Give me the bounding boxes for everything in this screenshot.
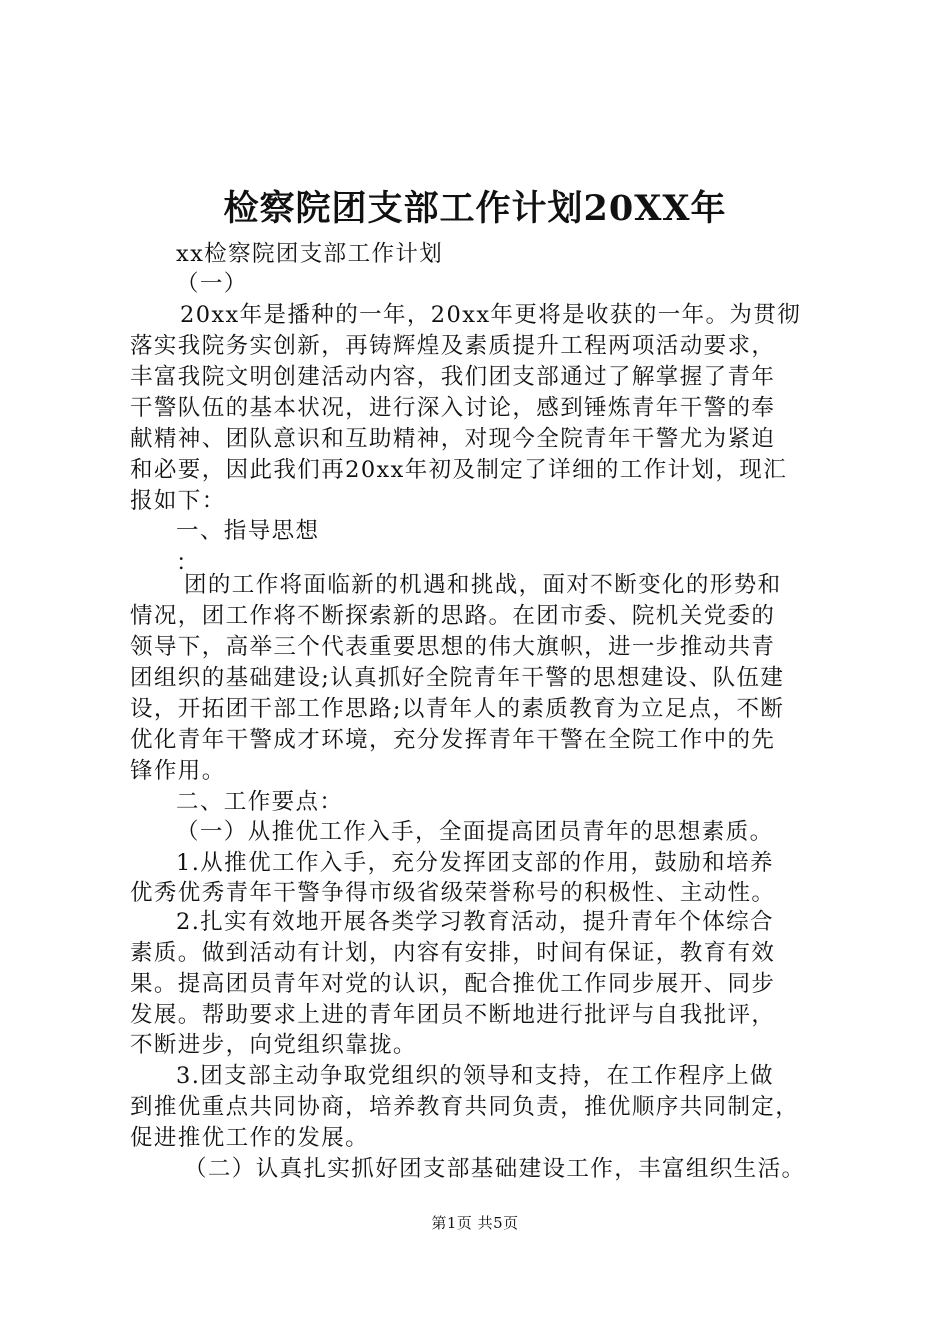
body-line: 优化青年干警成才环境，充分发挥青年干警在全院工作中的先 (130, 727, 776, 753)
section-heading: 一、指导思想 (176, 518, 320, 544)
body-line: 报如下： (130, 488, 226, 514)
body-line: 素质。做到活动有计划，内容有安排，时间有保证，教育有效 (130, 940, 776, 966)
body-line: 团组织的基础建设;认真抓好全院青年干警的思想建设、队伍建 (130, 665, 785, 691)
body-line: 优秀优秀青年干警争得市级省级荣誉称号的积极性、主动性。 (130, 880, 776, 906)
body-line: 丰富我院文明创建活动内容，我们团支部通过了解掌握了青年 (130, 364, 776, 390)
body-line: 2.扎实有效地开展各类学习教育活动，提升青年个体综合 (176, 909, 774, 935)
body-line: 20xx年是播种的一年，20xx年更将是收获的一年。为贯彻 (180, 302, 802, 328)
body-line: 团的工作将面临新的机遇和挑战，面对不断变化的形势和 (184, 572, 782, 598)
body-line: （一） (176, 271, 248, 297)
document-title: 检察院团支部工作计划20XX年 (223, 188, 727, 229)
body-line: ： (176, 550, 200, 576)
section-heading: 二、工作要点： (176, 789, 344, 815)
body-line: 领导下，高举三个代表重要思想的伟大旗帜，进一步推动共青 (130, 634, 776, 660)
body-line: 设，开拓团干部工作思路;以青年人的素质教育为立足点，不断 (130, 696, 785, 722)
body-line: 到推优重点共同协商，培养教育共同负责，推优顺序共同制定， (130, 1094, 800, 1120)
body-line: 落实我院务实创新，再铸辉煌及素质提升工程两项活动要求， (130, 333, 776, 359)
body-line: 情况，团工作将不断探索新的思路。在团市委、院机关党委的 (130, 603, 776, 629)
body-line: 发展。帮助要求上进的青年团员不断地进行批评与自我批评， (130, 1002, 776, 1028)
body-line: 干警队伍的基本状况，进行深入讨论，感到锤炼青年干警的奉 (130, 395, 776, 421)
page-number: 第1页 共5页 (431, 1214, 519, 1232)
body-line: 不断进步，向党组织靠拢。 (130, 1032, 417, 1058)
body-line: 献精神、团队意识和互助精神，对现今全院青年干警尤为紧迫 (130, 426, 776, 452)
body-line: （二）认真扎实抓好团支部基础建设工作，丰富组织生活。 (184, 1156, 806, 1182)
body-line: xx检察院团支部工作计划 (176, 241, 444, 267)
body-line: 锋作用。 (130, 758, 226, 784)
body-line: 促进推优工作的发展。 (130, 1125, 370, 1151)
body-line: 果。提高团员青年对党的认识，配合推优工作同步展开、同步 (130, 971, 776, 997)
body-line: 和必要，因此我们再20xx年初及制定了详细的工作计划，现汇 (130, 457, 788, 483)
body-line: 1.从推优工作入手，充分发挥团支部的作用，鼓励和培养 (176, 850, 774, 876)
body-line: （一）从推优工作入手，全面提高团员青年的思想素质。 (176, 819, 774, 845)
body-line: 3.团支部主动争取党组织的领导和支持，在工作程序上做 (176, 1063, 774, 1089)
